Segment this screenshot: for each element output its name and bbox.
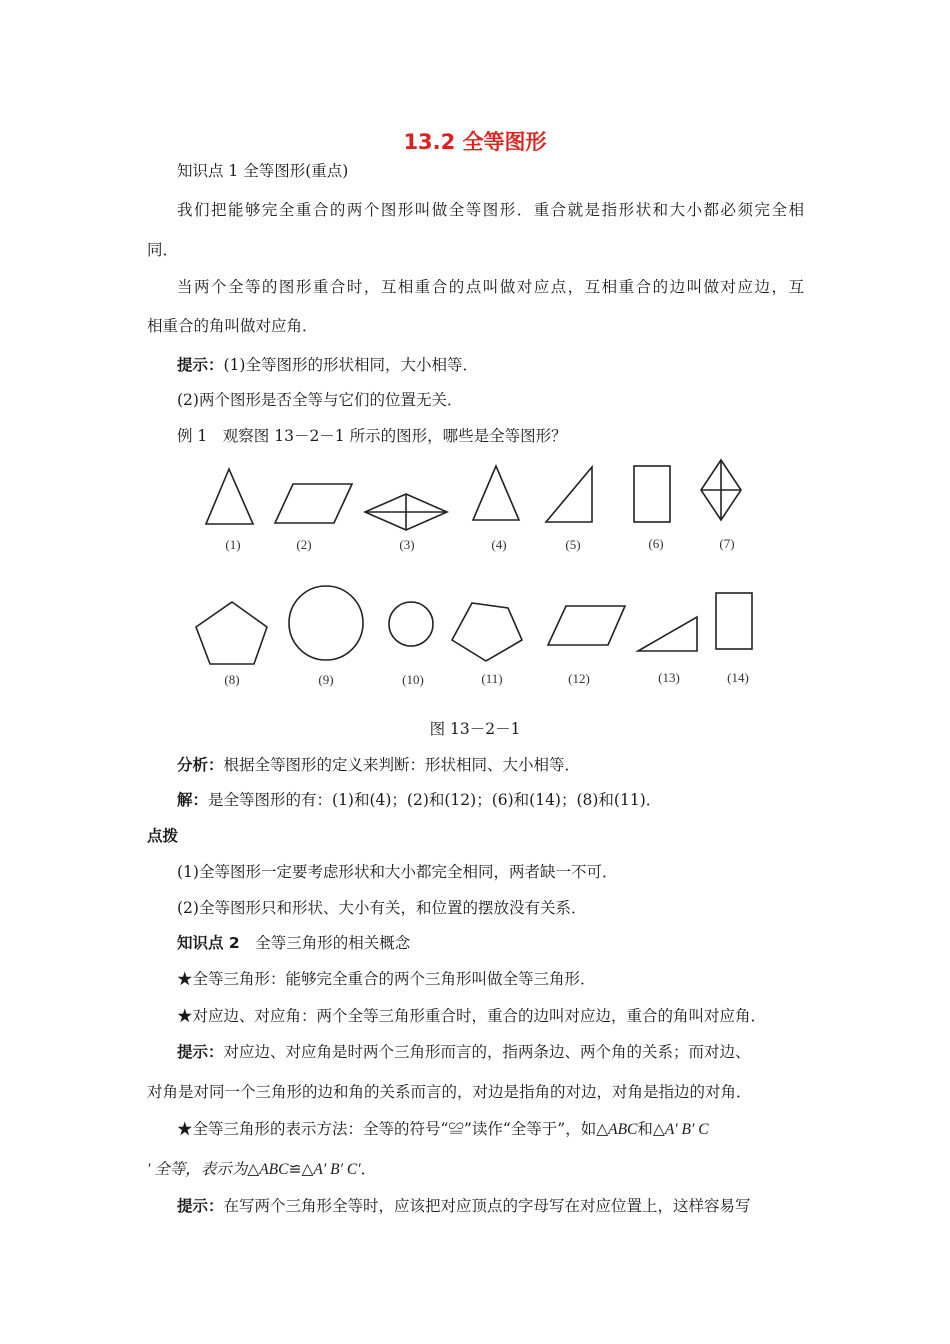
star-3-line-2-abc-prime: A′ B′ C′ — [313, 1161, 361, 1178]
figure-label-3: (3) — [399, 537, 415, 552]
shape-6-rectangle — [634, 466, 670, 522]
tip-2-label: 提示： — [177, 1043, 224, 1061]
knowledge-point-2-heading — [177, 933, 410, 953]
star-3-text-b: 和△ — [637, 1120, 665, 1138]
figure-label-9: (9) — [318, 672, 334, 687]
star-3-line-1 — [177, 1119, 709, 1140]
figure-caption: 图 13－2－1 — [429, 720, 521, 738]
tip-1-text: (1)全等图形的形状相同，大小相等． — [223, 356, 478, 374]
definition-1-line-1: 我们把能够完全重合的两个图形叫做全等图形．重合就是指形状和大小都必须完全相 — [177, 201, 804, 219]
star-3-abc-prime: A′ B′ C — [664, 1121, 709, 1138]
star-2: ★对应边、对应角：两个全等三角形重合时，重合的边叫对应边，重合的角叫对应角． — [177, 1007, 767, 1025]
figure-label-4: (4) — [491, 537, 507, 552]
dianbo-item-2: (2)全等图形只和形状、大小有关，和位置的摆放没有关系． — [177, 899, 587, 917]
figure-label-7: (7) — [719, 536, 735, 551]
analysis — [177, 755, 580, 775]
solution-label: 解： — [177, 791, 209, 809]
kp2-label: 知识点 2 — [177, 934, 240, 952]
tip-2-line-1 — [177, 1042, 804, 1062]
tip-3-text: 在写两个三角形全等时，应该把对应顶点的字母写在对应位置上，这样容易写 — [223, 1197, 751, 1215]
figure-label-14: (14) — [727, 670, 749, 685]
star-3-line-2-a: ′ 全等，表示为△ — [147, 1161, 260, 1178]
tip-2-text: 对应边、对应角是时两个三角形而言的，指两条边、两个角的关系；而对边、 — [223, 1043, 751, 1061]
figure-label-6: (6) — [648, 536, 664, 551]
figure-label-8: (8) — [224, 672, 240, 687]
figure-label-10: (10) — [402, 672, 424, 687]
figure-label-12: (12) — [568, 671, 590, 686]
analysis-text: 根据全等图形的定义来判断：形状相同、大小相等． — [223, 756, 581, 774]
star-3-line-2-abc: ABC — [259, 1161, 289, 1178]
shape-3-kite-with-diagonals — [365, 494, 447, 530]
figure-label-1: (1) — [225, 537, 241, 552]
page-title: 13.2 全等图形 — [403, 130, 547, 154]
tip-1-item-2: (2)两个图形是否全等与它们的位置无关． — [177, 391, 463, 409]
figure-label-5: (5) — [565, 537, 581, 552]
tip-3 — [177, 1196, 751, 1216]
shape-12-parallelogram — [548, 606, 625, 645]
shape-10-small-circle — [389, 602, 433, 646]
star-1: ★全等三角形：能够完全重合的两个三角形叫做全等三角形． — [177, 970, 596, 988]
shape-1-triangle — [206, 469, 253, 524]
knowledge-point-1-heading: 知识点 1 全等图形(重点) — [177, 162, 349, 180]
shape-9-large-circle — [289, 586, 363, 660]
tip-3-label: 提示： — [177, 1197, 224, 1215]
figure-label-2: (2) — [296, 537, 312, 552]
shape-4-triangle — [473, 466, 519, 520]
star-3-line-2 — [147, 1159, 376, 1180]
star-3-line-2-end: ． — [360, 1160, 377, 1178]
definition-1-line-2: 同． — [147, 241, 179, 259]
dianbo-item-1: (1)全等图形一定要考虑形状和大小都完全相同，两者缺一不可． — [177, 863, 618, 881]
analysis-label: 分析： — [177, 756, 224, 774]
shape-11-pentagon — [452, 603, 522, 661]
solution-text: 是全等图形的有：(1)和(4)；(2)和(12)；(6)和(14)；(8)和(11)． — [208, 791, 662, 809]
shape-13-right-triangle — [638, 617, 697, 651]
figure-label-13: (13) — [658, 670, 680, 685]
definition-2-line-1: 当两个全等的图形重合时，互相重合的点叫做对应点，互相重合的边叫做对应边，互 — [177, 278, 804, 296]
tip-2-line-2: 对角是对同一个三角形的边和角的关系而言的，对边是指角的对边，对角是指边的对角． — [147, 1083, 752, 1101]
tip-1-label: 提示： — [177, 356, 224, 374]
star-3-abc: ABC — [608, 1121, 638, 1138]
figure-label-11: (11) — [481, 671, 503, 686]
shape-7-rhombus-with-diagonals — [701, 460, 741, 520]
definition-2-line-2: 相重合的角叫做对应角． — [147, 317, 318, 335]
star-3-text-a: ★全等三角形的表示方法：全等的符号“≌”读作“全等于”，如△ — [177, 1120, 609, 1138]
shape-5-right-triangle — [546, 467, 592, 522]
shape-14-rectangle — [716, 593, 752, 649]
shape-2-parallelogram — [275, 484, 352, 523]
solution — [177, 790, 661, 810]
shape-8-pentagon — [196, 602, 267, 664]
dianbo-heading: 点拨 — [147, 827, 179, 845]
star-3-line-2-cong: ≌△ — [288, 1160, 314, 1178]
example-1: 例 1 观察图 13－2－1 所示的图形，哪些是全等图形？ — [177, 427, 567, 445]
kp2-text: 全等三角形的相关概念 — [239, 934, 411, 952]
